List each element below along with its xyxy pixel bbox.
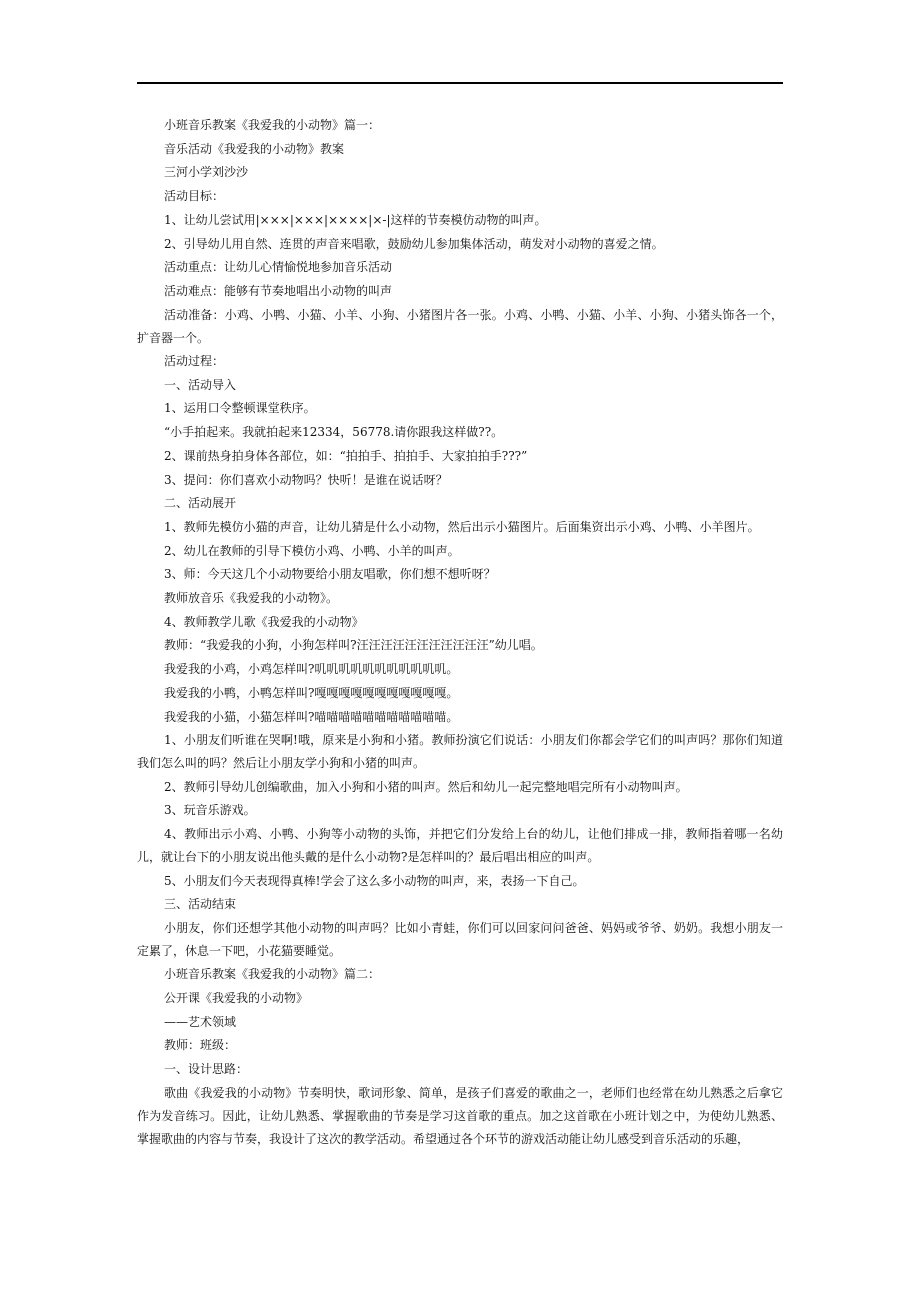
- paragraph: 一、设计思路：: [164, 1062, 249, 1077]
- paragraph: 活动重点：让幼儿心情愉悦地参加音乐活动: [164, 260, 393, 275]
- paragraph: 教师：班级：: [164, 1038, 237, 1053]
- paragraph: 三、活动结束: [164, 897, 237, 912]
- paragraph: 3、提问：你们喜欢小动物吗？快听！是谁在说话呀？: [164, 472, 448, 487]
- paragraph: 歌曲《我爱我的小动物》节奏明快，歌词形象、简单，是孩子们喜爱的歌曲之一，老师们也经常在幼儿熟悉之后拿它作为发音练习。因此，让幼儿熟悉、掌握歌曲的节奏是学习这首歌的重点。加之这首歌在小班计划之中，为使幼儿熟悉、掌握歌曲的内容与节奏，我设计了这次的教学活动。希望通过各个环节的游戏活动能让幼儿感受到音乐活动的乐趣，: [137, 1085, 783, 1147]
- paragraph: 我爱我的小鸭，小鸭怎样叫?嘎嘎嘎嘎嘎嘎嘎嘎嘎嘎嘎。: [164, 685, 459, 700]
- paragraph: 我爱我的小鸡，小鸡怎样叫?叽叽叽叽叽叽叽叽叽叽叽。: [164, 662, 459, 677]
- paragraph: 2、引导幼儿用自然、连贯的声音来唱歌，鼓励幼儿参加集体活动，萌发对小动物的喜爱之情。: [164, 236, 664, 251]
- paragraph: 活动难点：能够有节奏地唱出小动物的叫声: [164, 283, 393, 298]
- paragraph: 1、运用口令整顿课堂秩序。: [164, 401, 316, 416]
- paragraph: 2、幼儿在教师的引导下模仿小鸡、小鸭、小羊的叫声。: [164, 543, 460, 558]
- paragraph: 4、教师教学儿歌《我爱我的小动物》: [164, 614, 364, 629]
- paragraph: 活动准备：小鸡、小鸭、小猫、小羊、小狗、小猪图片各一张。小鸡、小鸭、小猫、小羊、小狗、小猪头饰各一个，扩音器一个。: [137, 307, 783, 345]
- paragraph: 公开课《我爱我的小动物》: [164, 991, 309, 1006]
- paragraph: 音乐活动《我爱我的小动物》教案: [164, 141, 345, 156]
- paragraph: 3、师：今天这几个小动物要给小朋友唱歌，你们想不想听呀？: [164, 567, 496, 582]
- paragraph: 5、小朋友们今天表现得真棒!学会了这么多小动物的叫声，来，表扬一下自己。: [164, 873, 585, 888]
- paragraph: 1、让幼儿尝试用|×××|×××|××××|×-|这样的节奏模仿动物的叫声。: [164, 212, 547, 227]
- paragraph: 教师放音乐《我爱我的小动物》。: [164, 591, 339, 606]
- paragraph: 一、活动导入: [164, 377, 237, 392]
- paragraph: “小手拍起来。我就拍起来12334，56778.请你跟我这样做??。: [164, 425, 504, 440]
- paragraph: 3、玩音乐游戏。: [164, 803, 256, 818]
- paragraph: 小班音乐教案《我爱我的小动物》篇一：: [164, 118, 381, 132]
- paragraph: 活动过程：: [164, 354, 225, 369]
- paragraph: 三河小学刘沙沙: [164, 165, 249, 180]
- header-rule: [137, 82, 783, 84]
- paragraph: 我爱我的小猫，小猫怎样叫?喵喵喵喵喵喵喵喵喵喵喵。: [164, 709, 459, 724]
- paragraph: 活动目标：: [164, 189, 225, 204]
- paragraph: 教师：“我爱我的小狗，小狗怎样叫?汪汪汪汪汪汪汪汪汪汪汪”幼儿唱。: [164, 638, 543, 653]
- paragraph: 小朋友，你们还想学其他小动物的叫声吗？比如小青蛙，你们可以回家问问爸爸、妈妈或爷爷、奶奶。我想小朋友一定累了，休息一下吧，小花猫要睡觉。: [137, 920, 783, 959]
- paragraph: 1、小朋友们听谁在哭啊!哦，原来是小狗和小猪。教师扮演它们说话：小朋友们你都会学它们的叫声吗？那你们知道我们怎么叫的吗？然后让小朋友学小狗和小猪的叫声。: [137, 733, 783, 771]
- paragraph: ——艺术领域: [164, 1014, 237, 1029]
- paragraph: 2、教师引导幼儿创编歌曲，加入小狗和小猪的叫声。然后和幼儿一起完整地唱完所有小动物叫声。: [164, 779, 688, 794]
- paragraph: 2、课前热身拍身体各部位，如：“拍拍手、拍拍手、大家拍拍手???”: [164, 448, 528, 463]
- paragraph: 二、活动展开: [164, 496, 237, 511]
- paragraph: 4、教师出示小鸡、小鸭、小狗等小动物的头饰，并把它们分发给上台的幼儿，让他们排成一排，教师指着哪一名幼儿，就让台下的小朋友说出他头戴的是什么小动物?是怎样叫的？最后唱出相应的叫声。: [137, 827, 783, 865]
- paragraph: 1、教师先模仿小猫的声音，让幼儿猜是什么小动物，然后出示小猫图片。后面集资出示小鸡、小鸭、小羊图片。: [164, 519, 760, 534]
- document-body: [137, 114, 783, 1151]
- paragraph: 小班音乐教案《我爱我的小动物》篇二：: [164, 967, 381, 982]
